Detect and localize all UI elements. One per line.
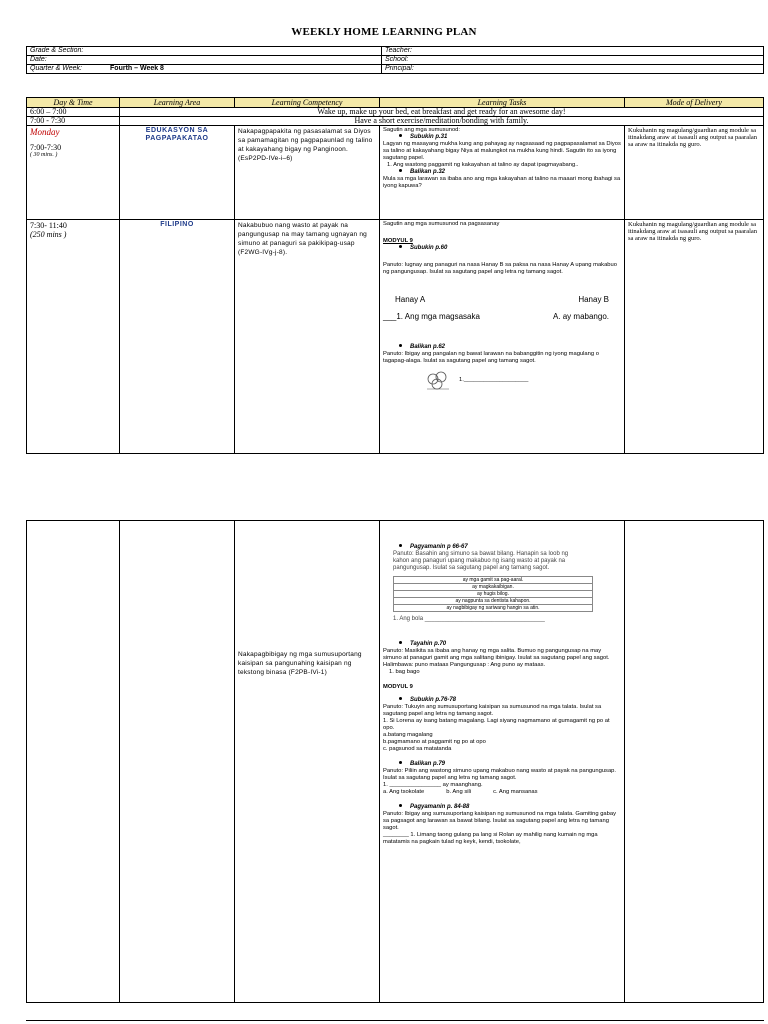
p2-subukin-text: Panuto: Tukuyin ang sumusuportang kaisipan sa sumusunod na mga talata. Isulat sa sagutang papel ang letra ng tamang sagot. [383, 704, 602, 717]
box-row: ay nagpunta sa dentista kahapon. [394, 598, 593, 605]
p2-choice-b: b. Ang sili [446, 789, 472, 795]
fil-mode: Kukuhanin ng magulang/guardian ang module sa itinakdang araw at isasauli ang output sa paaralan sa araw na itinakda ng guro. [625, 220, 764, 454]
p2-choice-a: a. Ang tsokolate [383, 789, 425, 795]
p2-modyul: MODYUL 9 [383, 684, 413, 690]
bullet-icon [399, 761, 402, 764]
p2-competency: Nakapagbibigay ng mga sumusuportang kaisipan sa pangunahing kaisipan ng tekstong binasa (F2PB-IVi-1) [238, 651, 362, 676]
hanay-a-item: ___1. Ang mga magsasaka [383, 312, 480, 321]
teacher-cell [382, 47, 764, 56]
box-row: ay magkakaibigan. [394, 584, 593, 591]
esp-day-cell [27, 126, 120, 220]
fil-panuto: Panuto: Iugnay ang panaguri na nasa Hanay B sa paksa na nasa Hanay A upang makabuo ng pangungusap. Isulat sa sagutang papel ang letra ng tamang sagot. [383, 262, 617, 275]
principal-cell [382, 65, 764, 74]
fil-balikan: Balikan p.62 [410, 344, 446, 350]
quarter-label: Quarter & Week: [30, 65, 83, 72]
schedule-row [27, 117, 764, 126]
fil-area-cell [120, 220, 235, 454]
esp-time: 7:00-7:30 [30, 143, 62, 152]
plan-table [26, 97, 764, 454]
bullet-icon [399, 697, 402, 700]
p2-tayahin-text: Panuto: Masikita sa ibaba ang hanay ng mga salita. Bumuo ng pangungusap na may simuno at panaguri gamit ang mga salitang ibinigay. Isulat sa sagutang papel ang sagot. [383, 648, 610, 661]
p2-choice-c: c. Ang mansanas [493, 789, 538, 795]
schedule-text: Wake up, make up your bed, eat breakfast and get ready for an awesome day! [120, 108, 764, 117]
schedule-text: Have a short exercise/meditation/bonding with family. [120, 117, 764, 126]
bullet-icon [399, 804, 402, 807]
hanay-headers [395, 296, 609, 303]
picture-blank-row [423, 369, 621, 391]
p2-balikan-text: Panuto: Piliin ang wastong simuno upang makabuo nang wasto at payak na pangungusap. Isulat sa sagutang papel ang letra ng tamang sagot. [383, 768, 617, 781]
grade-label: Grade & Section: [30, 47, 84, 54]
flower-picture-icon [423, 369, 453, 391]
esp-tasks-cell [380, 126, 625, 220]
p2-pagyamanin2: Pagyamanin p. 84-88 [410, 804, 470, 810]
grade-section-cell [27, 47, 382, 56]
fil-tasks-cell [380, 220, 625, 454]
school-label: School: [385, 56, 409, 63]
bullet-icon [399, 169, 402, 172]
esp-area: EDUKASYON SA PAGPAPAKATAO [145, 127, 209, 142]
esp-competency-cell [235, 126, 380, 220]
fil-competency: Nakabubuo nang wasto at payak na pangungusap na may tamang ugnayan ng simuno at panaguri sa pakikipag-usap (F2WG-IVg-j-8). [238, 222, 367, 256]
box-row: ay hugis bilog. [394, 591, 593, 598]
p2-tayahin: Tayahin p.70 [410, 641, 447, 647]
p2-competency-cell [235, 521, 380, 1003]
hanay-items [383, 313, 609, 320]
esp-balikan-text: Mula sa mga larawan sa ibaba ano ang mga kakayahan at talino na maaari mong ibahagi sa iyong kapuwa? [383, 176, 621, 189]
header-competency: Learning Competency [235, 98, 380, 108]
date-cell [27, 56, 382, 65]
teacher-label: Teacher: [385, 47, 412, 54]
p2-opt-b: b.pagmamano at paggamit ng po at opo [383, 739, 486, 745]
bullet-icon [399, 134, 402, 137]
esp-mode: Kukuhanin ng magulang/guardian ang module sa itinakdang araw at isasauli ang output sa paaralan sa araw na itinakda ng guro. [625, 126, 764, 220]
esp-balikan: Balikan p.32 [410, 169, 446, 175]
p2-bag: 1. bag bago [389, 669, 420, 675]
fil-blank: 1.____________________ [459, 376, 529, 383]
p2-area-cell [120, 521, 235, 1003]
p2-mode-cell [625, 521, 764, 1003]
schedule-time: 7:00 - 7:30 [27, 117, 120, 126]
plan-table-page2 [26, 520, 764, 1003]
bullet-icon [399, 245, 402, 248]
p2-pag2-text: Panuto: Ibigay ang sumusuportang kaisipan ng sumusunod na mga talata. Gamiting gabay sa pagsagot ang larawan sa bawat bilang. Isulat sa sagutang papel ang letra ng tamang sagot. [383, 811, 616, 831]
p2-subukin: Subukin p.76-78 [410, 697, 457, 703]
fil-task-intro: Sagutin ang mga sumusunod na pagsasanay [383, 221, 500, 227]
page-bottom-rule [26, 1020, 764, 1021]
header-day: Day & Time [27, 98, 120, 108]
esp-task-text: Lagyan ng masayang mukha kung ang pahayag ay nagsasaad ng pagpapasalamat sa Diyos sa talino at kakayahang bigay Niya at malungkot na mukha kung hindi. Sagutin ito sa iyong sagutang papel. [383, 141, 621, 161]
esp-area-cell [120, 126, 235, 220]
quarter-value: Fourth – Week 8 [110, 65, 164, 72]
p2-item1: 1. Si Lorena ay isang batang magalang. Lagi siyang nagmamano at gumagamit ng po at opo. [383, 718, 610, 731]
document-title: WEEKLY HOME LEARNING PLAN [291, 26, 477, 38]
predicate-box [393, 576, 593, 612]
p2-pag-text: Panuto: Basahin ang simuno sa bawat bilang. Hanapin sa loob ng kahon ang panaguri upang makabuo ng isang wasto at payak na pangungusap. Isulat sa sagutang papel ang tamang sagot. [393, 551, 569, 571]
hanay-b-item: A. ay mabango. [552, 312, 609, 321]
box-row: ay nagbibigay ng sariwang hangin sa atin. [394, 605, 593, 612]
bullet-icon [399, 544, 402, 547]
esp-item1: 1. Ang wastong paggamit ng kakayahan at talino ay dapat ipagmayabang.. [387, 162, 579, 168]
bullet-icon [399, 641, 402, 644]
fil-competency-cell [235, 220, 380, 454]
p2-day-cell [27, 521, 120, 1003]
esp-task-intro: Sagutin ang mga sumusunod: [383, 127, 461, 133]
schedule-time: 6:00 – 7:00 [27, 108, 120, 117]
header-mode: Mode of Delivery [625, 98, 764, 108]
fil-area: FILIPINO [160, 221, 194, 228]
esp-mins: ( 30 mins. ) [30, 152, 58, 158]
fil-subukin: Subukin p.60 [410, 245, 448, 251]
hanay-b: Hanay B [578, 295, 609, 304]
fil-day-cell [27, 220, 120, 454]
day-monday: Monday [30, 127, 60, 137]
info-table [26, 46, 764, 74]
fil-time: 7:30- 11:40 [30, 221, 67, 230]
p2-pagyamanin1: Pagyamanin p 66-67 [410, 544, 468, 550]
date-label: Date: [30, 56, 47, 63]
p2-item-blank: 1. ________________ ay maanghang. [383, 782, 483, 788]
bullet-icon [399, 344, 402, 347]
fil-mins: (250 mins ) [30, 230, 67, 239]
p2-halimbawa: Halimbawa: puno mataas Pangungusap : Ang puno ay mataas. [383, 662, 546, 668]
quarter-cell [27, 65, 382, 74]
school-cell [382, 56, 764, 65]
p2-ang-bola: 1. Ang bola ____________________________________ [393, 616, 545, 622]
fil-balikan-text: Panuto: Ibigay ang pangalan ng bawat larawan na babanggitin ng iyong magulang o tagapag-alaga. Isulat sa sagutang papel ang tamang sagot. [383, 351, 599, 364]
fil-modyul: MODYUL 9 [383, 238, 413, 244]
esp-competency: Nakapagpapakita ng pasasalamat sa Diyos sa pamamagitan ng pagpapaunlad ng talino at kakayahang bigay ng Panginoon. (EsP2PD-IVe-i–6) [238, 128, 373, 162]
hanay-a: Hanay A [395, 295, 426, 304]
p2-opt-c: c. pagsunod sa matatanda [383, 746, 452, 752]
esp-subukin: Subukin p.31 [410, 134, 448, 140]
p2-balikan: Balikan p.79 [410, 761, 446, 767]
header-area: Learning Area [120, 98, 235, 108]
filipino-row [27, 220, 764, 454]
esp-row [27, 126, 764, 220]
box-row: ay mga gamit sa pag-aaral. [394, 577, 593, 584]
principal-label: Principal: [385, 65, 414, 72]
p2-tasks-cell [380, 521, 625, 1003]
header-tasks: Learning Tasks [380, 98, 625, 108]
p2-choices [383, 789, 621, 796]
p2-pag2-item: ________ 1. Limang taong gulang pa lang si Rolan ay mahilig nang kumain ng mga matatamis na pagkain tulad ng keyk, kendi, tsokolate, [383, 832, 598, 845]
p2-opt-a: a.batang magalang [383, 732, 433, 738]
